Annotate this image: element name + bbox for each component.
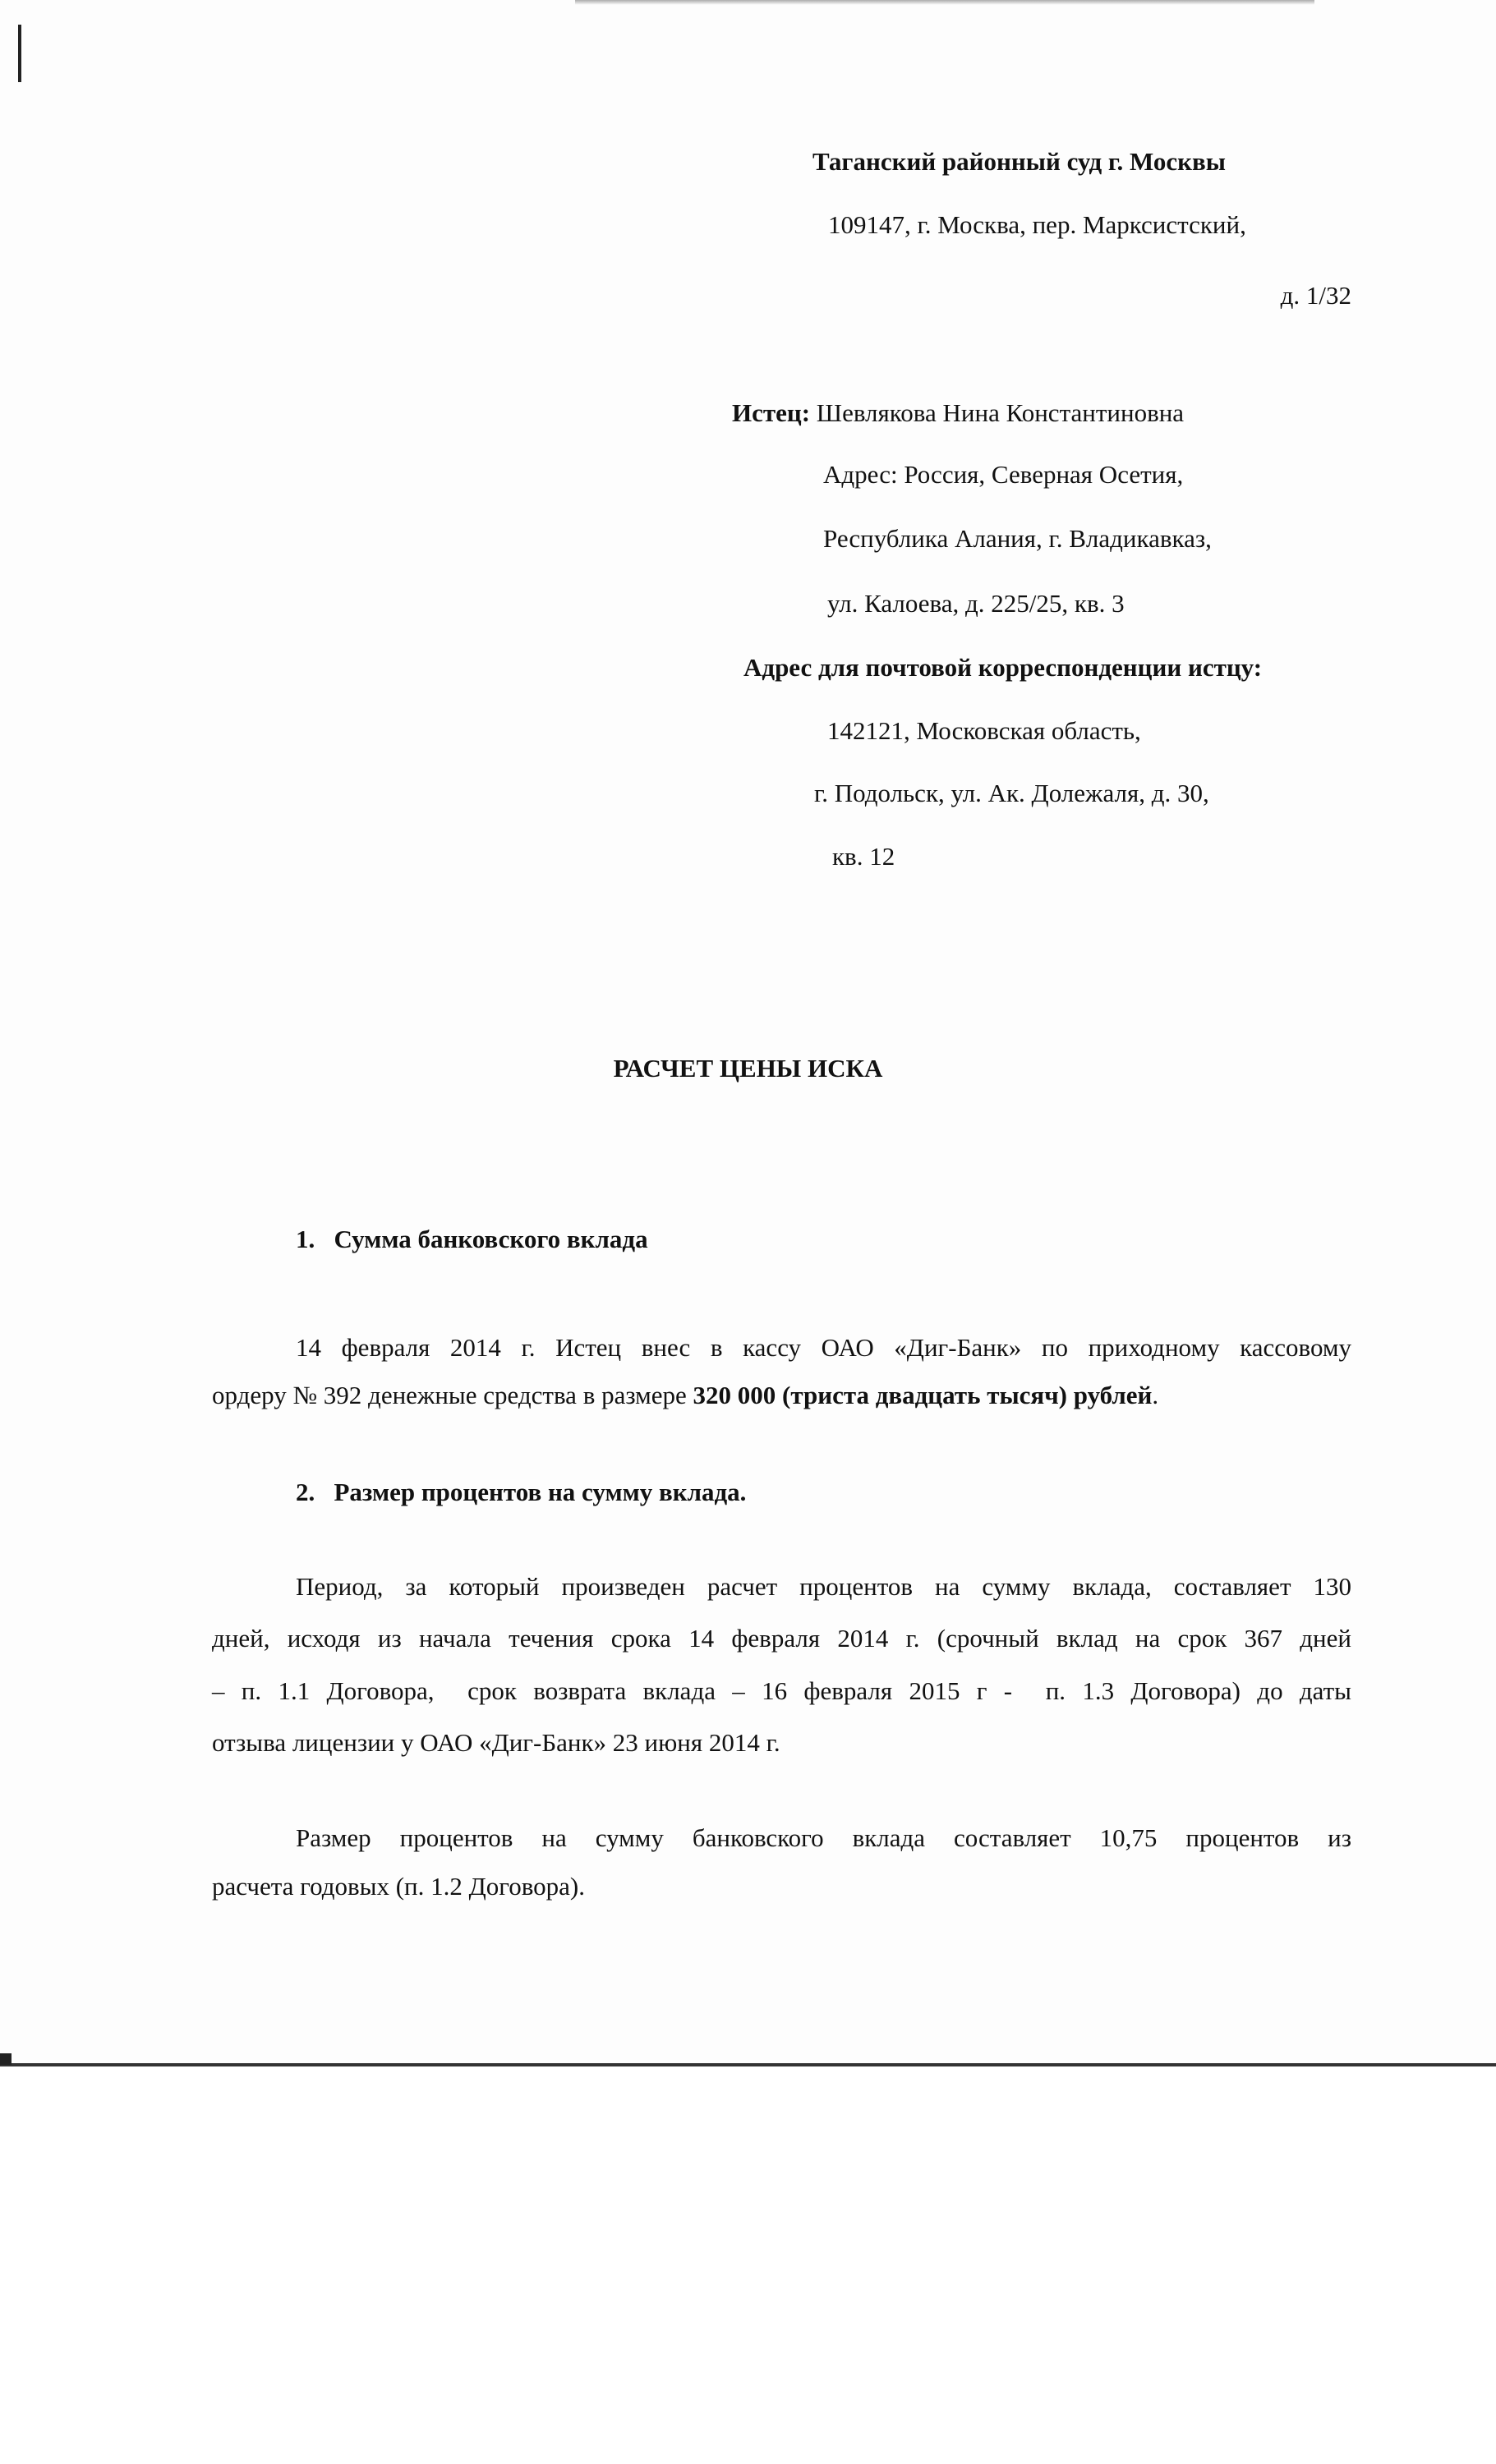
postal-address-line: г. Подольск, ул. Ак. Долежаля, д. 30, <box>814 779 1209 807</box>
section2-line: отзыва лицензии у ОАО «Диг-Банк» 23 июня 2014 г. <box>212 1728 780 1757</box>
section2-line: Период, за который произведен расчет процентов на сумму вклада, составляет 130 <box>296 1572 1351 1601</box>
section2-line: – п. 1.1 Договора, срок возврата вклада – 16 февраля 2015 г - п. 1.3 Договора) до даты <box>212 1676 1351 1705</box>
plaintiff-name: Шевлякова Нина Константиновна <box>816 398 1185 427</box>
section1-line: 14 февраля 2014 г. Истец внес в кассу ОАО «Диг-Банк» по приходному кассовому <box>296 1333 1351 1362</box>
plaintiff-line <box>732 397 1184 430</box>
plaintiff-address-line: Республика Алания, г. Владикавказ, <box>823 524 1212 553</box>
court-name: Таганский районный суд г. Москвы <box>812 147 1226 176</box>
plaintiff-address-line: Адрес: Россия, Северная Осетия, <box>823 460 1184 489</box>
postal-address-label: Адрес для почтовой корреспонденции истцу: <box>743 653 1263 682</box>
section1-line <box>212 1379 1351 1412</box>
court-address-line1: 109147, г. Москва, пер. Марксистский, <box>828 210 1246 239</box>
deposit-amount: 320 000 (триста двадцать тысяч) рублей <box>693 1381 1153 1409</box>
scan-corner-mark <box>0 2053 12 2065</box>
plaintiff-label: Истец: <box>732 398 811 427</box>
section2-line: дней, исходя из начала течения срока 14 февраля 2014 г. (срочный вклад на срок 367 дней <box>212 1624 1351 1653</box>
court-address-line2: д. 1/32 <box>1280 281 1351 310</box>
section1-heading: 1. Сумма банковского вклада <box>296 1225 648 1253</box>
deposit-period: . <box>1152 1381 1159 1409</box>
section2-heading: 2. Размер процентов на сумму вклада. <box>296 1478 747 1506</box>
scan-edge-mark <box>18 25 21 82</box>
section2-line: Размер процентов на сумму банковского вклада составляет 10,75 процентов из <box>296 1823 1351 1852</box>
deposit-text: ордеру № 392 денежные средства в размере <box>212 1381 693 1409</box>
postal-address-line: кв. 12 <box>832 842 895 871</box>
document-title: РАСЧЕТ ЦЕНЫ ИСКА <box>613 1054 883 1083</box>
plaintiff-address-line: ул. Калоева, д. 225/25, кв. 3 <box>827 589 1125 618</box>
postal-address-line: 142121, Московская область, <box>827 716 1141 745</box>
section2-line: расчета годовых (п. 1.2 Договора). <box>212 1872 585 1901</box>
scan-edge-shadow <box>575 0 1314 5</box>
